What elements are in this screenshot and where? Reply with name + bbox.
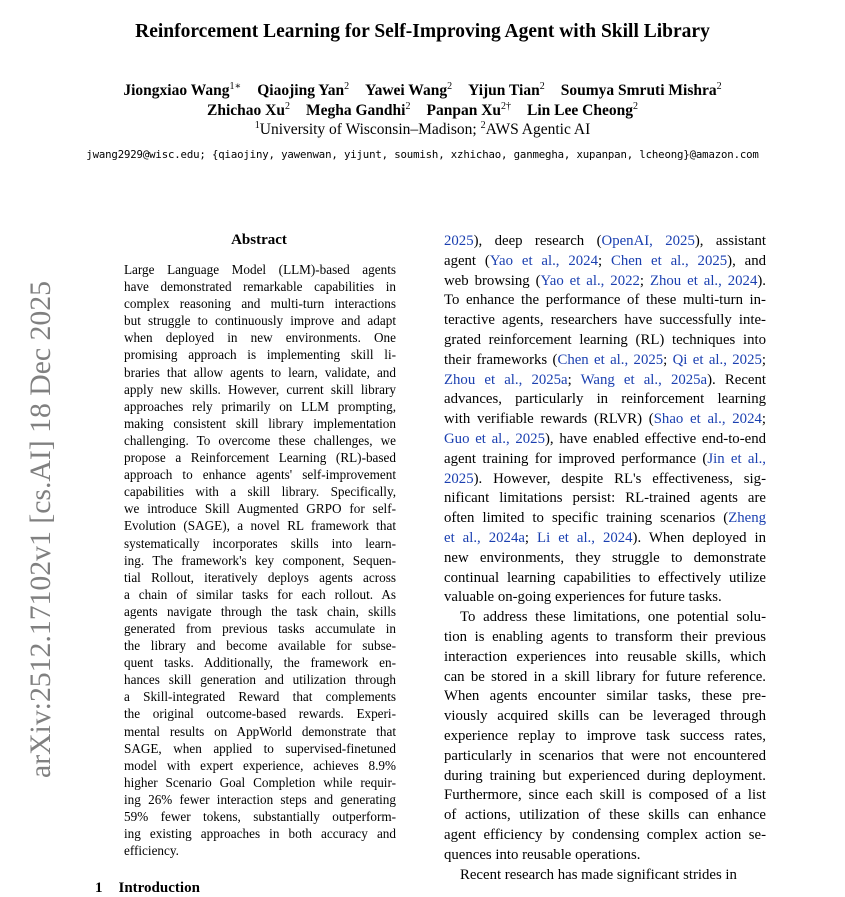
abstract-line: systematically incorporates skills into learn- [124, 535, 396, 551]
body-text-line [444, 846, 766, 866]
body-text-line [444, 727, 766, 747]
body-text: can be stored in a skill library for future reference. [444, 668, 766, 685]
body-text-line [444, 588, 766, 608]
body-text: grated reinforcement learning (RL) techniques into [444, 331, 766, 348]
author-affiliation-mark: 2 [539, 81, 545, 92]
author-name: Qiaojing Yan [257, 82, 345, 99]
author [527, 102, 638, 119]
body-text: ; [639, 272, 650, 289]
body-text: particularly in scenarios that were not encountered [444, 747, 766, 764]
body-text: agent ( [444, 252, 490, 269]
arxiv-stamp-text: arXiv:2512.17102v1 [cs.AI] 18 Dec 2025 [24, 278, 57, 778]
abstract-line: mental results on AppWorld demonstrate that [124, 723, 396, 739]
body-text-line [444, 470, 766, 490]
author-name: Soumya Smruti Mishra [560, 82, 717, 99]
body-text-line [444, 866, 766, 886]
body-text: viously acquired skills can be leveraged through [444, 708, 766, 725]
abstract-line: SAGE, when applied to supervised-finetuned [124, 740, 396, 756]
body-text: Furthermore, since each skill is composed of a list [444, 787, 766, 804]
body-text: often limited to specific training scenarios ( [444, 510, 729, 527]
body-text-line [444, 331, 766, 351]
author-list-row-1 [0, 82, 845, 100]
author-affiliation-mark: 2 [285, 101, 290, 112]
author-name: Yijun Tian [468, 82, 540, 99]
abstract-line: approach to enhance agents' self-improvement [124, 467, 396, 483]
body-text: continual learning capabilities to effectively utilize [444, 569, 766, 586]
abstract-line: generated from previous tasks accumulate in [124, 620, 396, 636]
affiliation-1: University of Wisconsin–Madison; [259, 121, 481, 138]
author-name: Lin Lee Cheong [527, 102, 633, 119]
abstract-line: the original outcome-based rewards. Experi- [124, 706, 396, 722]
abstract-line: ing. The framework's key component, Sequen- [124, 552, 396, 568]
section-title: Introduction [118, 880, 200, 896]
abstract-line: apply new skills. However, current skill library [124, 381, 396, 397]
author-name: Megha Gandhi [306, 102, 406, 119]
author-name: Jiongxiao Wang [123, 82, 230, 99]
abstract-heading: Abstract [231, 232, 287, 248]
author [365, 82, 452, 99]
author-affiliation-mark: 1∗ [229, 81, 242, 92]
paper-title: Reinforcement Learning for Self-Improving Agent with Skill Library [135, 21, 710, 42]
citation-link[interactable]: Jin et al., [707, 450, 766, 467]
abstract-line: capabilities with a skill library. Specifically, [124, 484, 396, 500]
body-text: ; [761, 411, 767, 428]
body-text-line [444, 767, 766, 787]
abstract-line: complex reasoning and multi-turn interactions [124, 296, 396, 312]
body-text: ; [663, 351, 673, 368]
abstract-line: agents navigate through the task chain, skills [124, 603, 396, 619]
body-text: To address these limitations, one potential solu- [460, 609, 766, 626]
body-text-line [444, 410, 766, 430]
author-affiliation-mark: 2 [632, 101, 638, 112]
abstract-line: a chain of similar tasks for each rollout. As [124, 586, 396, 602]
citation-link[interactable]: 2025 [444, 233, 474, 249]
citation-link[interactable]: Li et al., 2024 [537, 529, 633, 546]
body-text: nificant limitations persist: RL-trained agents are [444, 490, 766, 507]
body-text-line [444, 707, 766, 727]
abstract-line: propose a Reinforcement Learning (RL)-based [124, 450, 396, 466]
abstract-line: model with expert experience, achieves 8.9% [124, 757, 396, 773]
citation-link[interactable]: Chen et al., 2025 [557, 351, 664, 368]
body-text-line [444, 786, 766, 806]
body-text-line [444, 569, 766, 589]
citation-link[interactable]: Zhou et al., 2024 [649, 272, 758, 289]
abstract-line: braries that allow agents to learn, validate, and [124, 364, 396, 380]
body-text: When agents encounter similar tasks, these pre- [444, 688, 766, 705]
abstract-line: Large Language Model (LLM)-based agents [124, 262, 396, 277]
citation-link[interactable]: Guo et al., 2025 [444, 430, 545, 447]
body-text: valuable on-going experiences for future tasks. [444, 589, 722, 606]
body-text-line [444, 311, 766, 331]
citation-link[interactable]: Zheng [728, 510, 766, 527]
body-text: experience replay to improve task success rates, [444, 727, 766, 744]
author-name: Panpan Xu [426, 102, 502, 119]
author-emails: jwang2929@wisc.edu; {qiaojiny, yawenwan, yijunt, soumish, xzhichao, ganmegha, xupanpan, lcheong}@amazon.com [86, 148, 759, 161]
body-text-line [444, 826, 766, 846]
citation-link[interactable]: 2025 [444, 470, 474, 487]
citation-link[interactable]: Wang et al., 2025a [580, 371, 708, 388]
abstract-line: but struggle to continuously improve and adapt [124, 313, 396, 329]
affiliation-mark: 1 [254, 120, 260, 131]
author-name: Yawei Wang [365, 82, 448, 99]
body-text-line [444, 371, 766, 391]
affiliation-mark: 2 [480, 120, 486, 131]
body-text: ), have enabled effective end-to-end [544, 430, 766, 447]
abstract-line: ing 26% fewer interaction steps and generating [124, 791, 396, 807]
body-text: ). However, despite RL's effectiveness, sig- [473, 470, 766, 487]
abstract-line: efficiency. [124, 843, 179, 859]
author [306, 102, 410, 119]
abstract-line: we introduce Skill Augmented GRPO for self- [124, 501, 396, 517]
body-text: agent efficiency by condensing complex action se- [444, 826, 766, 843]
body-text: during training but experienced during deployment. [444, 767, 766, 784]
body-text: ), and [727, 252, 766, 269]
abstract-line: higher Scenario Goal Completion while requir- [124, 774, 396, 790]
abstract-line: 59% fewer tokens, substantially outperform- [124, 809, 396, 824]
body-text: Recent research has made significant strides in [460, 866, 737, 883]
body-text: ; [761, 351, 766, 368]
body-text-line [444, 430, 766, 450]
body-text: their frameworks ( [444, 351, 558, 368]
abstract-line: making consistent skill library implementation [124, 415, 396, 431]
author [561, 82, 722, 99]
arxiv-side-stamp [17, 278, 57, 778]
abstract-body [124, 261, 396, 859]
body-text: ; [567, 371, 581, 388]
affiliations [0, 121, 845, 139]
abstract-line: promising approach is implementing skill li- [124, 347, 396, 363]
body-text-line [444, 252, 766, 272]
body-text: To enhance the performance of these multi-turn in- [444, 292, 766, 309]
author [257, 82, 349, 99]
author-affiliation-mark: 2 [405, 101, 411, 112]
author-affiliation-mark: 2 [716, 81, 722, 92]
body-text: with verifiable rewards (RLVR) ( [444, 411, 654, 428]
abstract-line: tial Rollout, iteratively deploys agents across [124, 569, 396, 585]
right-column-body [444, 232, 766, 885]
abstract-line: Evolution (SAGE), a novel RL framework that [124, 518, 396, 534]
body-text-line [444, 272, 766, 292]
abstract-line: hances skill generation and utilization through [124, 672, 396, 688]
citation-link[interactable]: Yao et al., 2022 [540, 272, 640, 289]
body-text: agent training for improved performance ( [444, 450, 708, 467]
body-text: ; [597, 252, 611, 269]
body-text: ). Recent [707, 371, 766, 388]
citation-link[interactable]: Chen et al., 2025 [610, 252, 728, 269]
body-text: of actions, utilization of these skills can enhance [444, 807, 766, 824]
body-text: ). When deployed in [632, 529, 766, 546]
author-list-row-2 [0, 102, 845, 120]
affiliation-2: AWS Agentic AI [485, 121, 591, 138]
body-text-line [444, 529, 766, 549]
body-text-line [444, 608, 766, 628]
author [468, 82, 545, 99]
abstract-line: ing existing approaches in both accuracy and [124, 826, 396, 842]
author-affiliation-mark: 2 [447, 81, 453, 92]
abstract-line: quent tasks. Additionally, the framework en- [124, 655, 396, 671]
arxiv-stamp-graphic [17, 278, 57, 778]
citation-link[interactable]: Yao et al., 2024 [489, 252, 598, 269]
body-text: tion is enabling agents to transform their previous [444, 628, 766, 645]
section-heading-introduction [95, 880, 200, 897]
abstract-line: the library and become available for subse- [124, 638, 396, 654]
body-text-line [444, 806, 766, 826]
author [207, 102, 290, 119]
body-text-line [444, 549, 766, 569]
section-number: 1 [95, 880, 103, 896]
body-text: quences into reusable operations. [444, 846, 641, 863]
body-text: interaction experiences into reusable skills, which [444, 648, 766, 665]
body-text-line [444, 450, 766, 470]
citation-link[interactable]: OpenAI, 2025 [601, 233, 695, 249]
body-text-line [444, 687, 766, 707]
body-text: ; [524, 529, 538, 546]
author-affiliation-mark: 2 [344, 81, 350, 92]
body-text: web browsing ( [444, 272, 541, 289]
body-text-line [444, 489, 766, 509]
body-text-line [444, 291, 766, 311]
author-affiliation-mark: 2† [501, 101, 512, 112]
citation-link[interactable]: Shao et al., 2024 [653, 411, 762, 428]
body-text: new environments, they struggle to demonstrate [444, 549, 766, 566]
abstract-line: a Skill-integrated Reward that complements [124, 689, 396, 705]
body-text-line [444, 509, 766, 529]
body-text: advances, particularly in reinforcement learning [444, 391, 766, 408]
body-text-line [444, 390, 766, 410]
body-text-line [444, 747, 766, 767]
body-text-line [444, 232, 766, 252]
abstract-line: when deployed in new environments. One [124, 330, 396, 346]
abstract-line: challenging. To overcome these challenges, we [124, 432, 396, 448]
abstract-line: approaches rely primarily on LLM prompting, [124, 398, 396, 414]
citation-link[interactable]: Zhou et al., 2025a [444, 371, 568, 388]
citation-link[interactable]: et al., 2024a [444, 529, 525, 546]
author [123, 82, 241, 99]
body-text: ). [757, 272, 766, 289]
body-text-line [444, 628, 766, 648]
body-text-line [444, 668, 766, 688]
body-text: ), assistant [694, 233, 767, 249]
body-text-line [444, 351, 766, 371]
body-text-line [444, 648, 766, 668]
body-text: teractive agents, researchers have successfully inte- [444, 312, 766, 329]
body-text: ), deep research ( [473, 233, 602, 249]
abstract-line: have demonstrated remarkable capabilities in [124, 279, 396, 295]
citation-link[interactable]: Qi et al., 2025 [672, 351, 762, 368]
author-name: Zhichao Xu [207, 102, 285, 119]
author [426, 102, 511, 119]
